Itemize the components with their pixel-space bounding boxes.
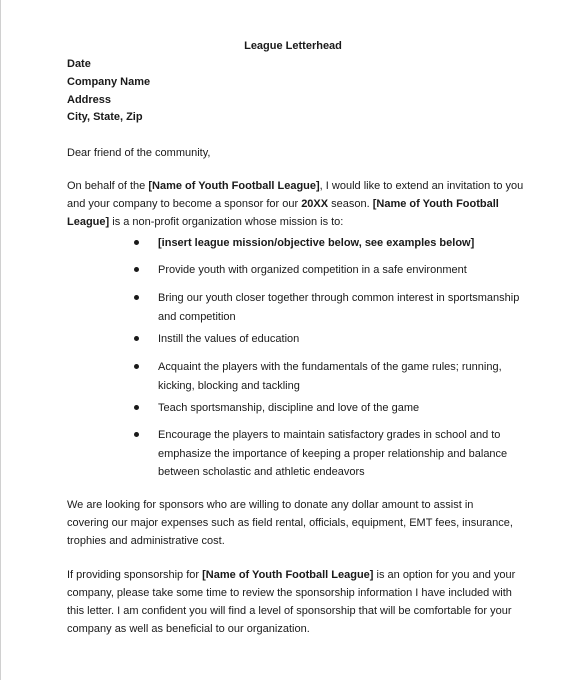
league-name-placeholder: [Name of Youth Football League] xyxy=(202,569,374,581)
address-city-line: City, State, Zip xyxy=(67,111,143,123)
bullet-icon xyxy=(134,405,139,410)
bullet-icon xyxy=(134,364,139,369)
bullet-icon xyxy=(134,295,139,300)
list-item-text: [insert league mission/objective below, see examples below] xyxy=(158,237,475,249)
address-date: Date xyxy=(67,58,91,70)
address-street: Address xyxy=(67,94,112,106)
paragraph-intro-text-4: is a non-profit organization whose mission is to: xyxy=(109,216,344,228)
list-item-text: Encourage the players to maintain satisfactory grades in school and to emphasize the importance of keeping a proper relationship and balance between scholastic and athletic endeavors xyxy=(158,429,508,478)
bullet-icon xyxy=(134,267,139,272)
bullet-icon xyxy=(134,240,139,245)
paragraph-sponsors: We are looking for sponsors who are willing to donate any dollar amount to assist in covering our major expenses such as field rental, officials, equipment, EMT fees, insurance, trophies and administrative cost. xyxy=(67,499,513,547)
bullet-icon xyxy=(134,432,139,437)
list-item-text: Instill the values of education xyxy=(158,333,300,345)
paragraph-intro xyxy=(67,177,529,231)
paragraph-intro-text-2: , I would like to extend an invitation to you and your company to become a sponsor for our xyxy=(67,180,524,210)
paragraph-closing-text-2: is an option for you and your company, please take some time to review the sponsorship information I have included with this letter. I am confident you will find a level of sponsorship that will be comfortable for your company as well as beneficial to our organization. xyxy=(67,569,516,635)
league-name-placeholder: [Name of Youth Football League] xyxy=(148,180,320,192)
league-name-placeholder: [Name of Youth Football League] xyxy=(67,198,499,228)
greeting: Dear friend of the community, xyxy=(67,147,211,159)
paragraph-closing xyxy=(67,566,529,638)
bullet-icon xyxy=(134,336,139,341)
list-item-text: Acquaint the players with the fundamentals of the game rules; running, kicking, blocking and tackling xyxy=(158,361,502,392)
list-item-text: Teach sportsmanship, discipline and love of the game xyxy=(158,402,420,414)
paragraph-closing-text-1: If providing sponsorship for xyxy=(67,569,203,581)
paragraph-intro-text-1: On behalf of the xyxy=(67,180,149,192)
paragraph-intro-text-3: season. xyxy=(328,198,373,210)
list-item-text: Provide youth with organized competition in a safe environment xyxy=(158,264,467,276)
address-company: Company Name xyxy=(67,76,151,88)
list-item-text: Bring our youth closer together through common interest in sportsmanship and competition xyxy=(158,292,520,323)
season-year-placeholder: 20XX xyxy=(301,198,329,210)
letter-title: League Letterhead xyxy=(244,40,342,52)
